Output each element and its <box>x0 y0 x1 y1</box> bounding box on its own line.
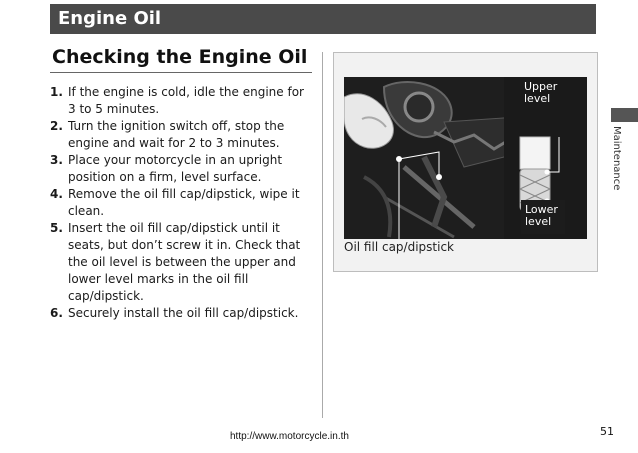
steps-list <box>50 84 314 322</box>
title-rule <box>50 72 312 73</box>
step-number: 4. <box>50 187 63 201</box>
step-number: 2. <box>50 119 63 133</box>
upper-level-label-line2: level <box>524 92 551 105</box>
step-item <box>50 84 314 118</box>
lower-level-label-line1: Lower <box>525 203 558 216</box>
step-text: Securely install the oil fill cap/dipstick. <box>68 306 299 320</box>
step-number: 6. <box>50 306 63 320</box>
step-text: Insert the oil fill cap/dipstick until it seats, but don’t screw it in. Check that the oil level is between the upper and lower level marks in the oil fill cap/dipstick. <box>68 221 301 303</box>
chapter-title: Engine Oil <box>58 8 162 29</box>
column-divider <box>322 52 323 418</box>
dipstick-figure <box>333 52 598 272</box>
step-text: If the engine is cold, idle the engine for 3 to 5 minutes. <box>68 85 304 116</box>
step-number: 5. <box>50 221 63 235</box>
step-text: Place your motorcycle in an upright position on a firm, level surface. <box>68 153 283 184</box>
step-number: 1. <box>50 85 63 99</box>
step-item <box>50 186 314 220</box>
upper-level-label <box>524 81 557 105</box>
step-text: Remove the oil fill cap/dipstick, wipe it clean. <box>68 187 300 218</box>
lower-level-label-line2: level <box>525 215 552 228</box>
upper-level-label-line1: Upper <box>524 80 558 93</box>
lower-level-box <box>521 200 565 234</box>
section-tab-label <box>610 116 634 206</box>
figure-caption: Oil fill cap/dipstick <box>344 240 454 254</box>
step-text: Turn the ignition switch off, stop the engine and wait for 2 to 3 minutes. <box>68 119 285 150</box>
step-item <box>50 305 314 322</box>
step-item <box>50 118 314 152</box>
footer-url[interactable]: http://www.motorcycle.in.th <box>230 431 349 442</box>
step-item <box>50 152 314 186</box>
page-number: 51 <box>600 425 614 438</box>
section-title: Checking the Engine Oil <box>52 46 308 68</box>
lower-level-label <box>525 204 558 228</box>
chapter-header-bar <box>50 4 596 34</box>
step-item <box>50 220 314 305</box>
step-number: 3. <box>50 153 63 167</box>
section-tab-text: Maintenance <box>611 126 622 191</box>
